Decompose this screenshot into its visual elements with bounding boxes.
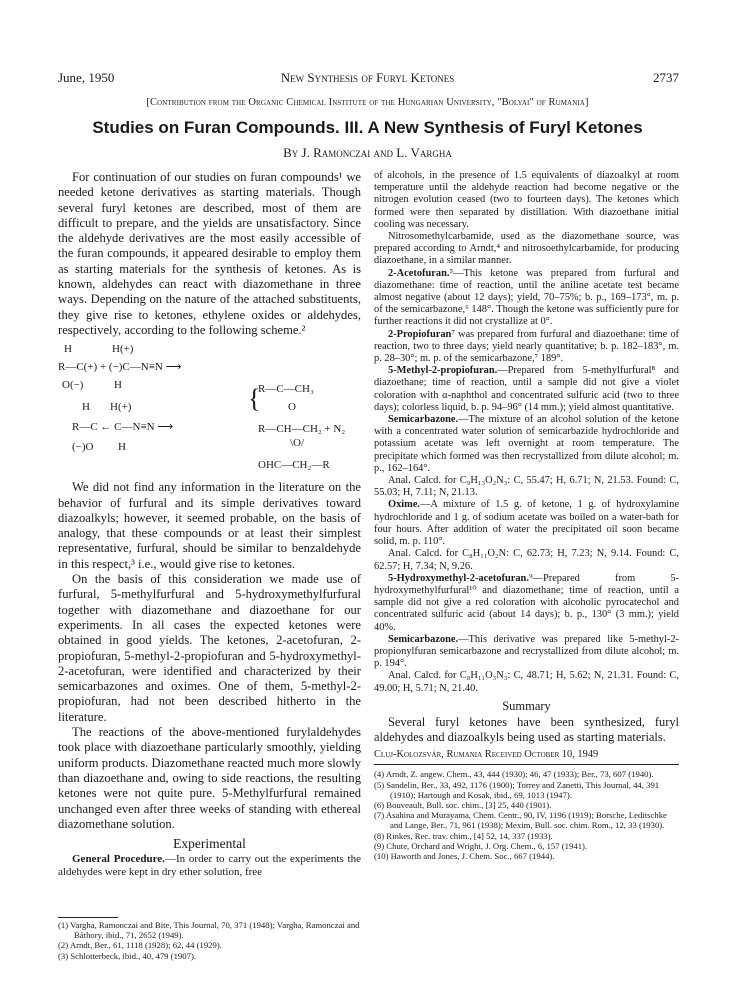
- footnote: (6) Bouveault, Bull. soc. chim., [3] 25, 440 (1901).: [374, 799, 552, 810]
- footnote: (5) Sandelin, Ber., 33, 492, 1176 (1900); Torrey and Zanetti, This Journal, 44, 391 (1910); Hartough and Kosak, ibid., 69, 1013 (1947).: [374, 779, 660, 800]
- footnote: (4) Arndt, Z. angew. Chem., 43, 444 (1930); 46, 47 (1933); Ber., 73, 607 (1940).: [374, 769, 654, 780]
- paragraph-text: ⁵—This ketone was prepared from furfural and diazomethane: time of reaction, until the aniline acetate test became almost negative (about 12 days); yield, 70–75%; b. p., 169–173°, m. p. of the semicarbazone,⁶ 148°. Though the ketone was sufficiently pure for further reactions it did not crystallize at 0°.: [374, 267, 679, 328]
- article-title: Studies on Furan Compounds. III. A New Synthesis of Furyl Ketones: [92, 118, 643, 137]
- paragraph: We did not find any information in the literature on the behavior of furfural and its simple derivatives toward diazoalkyls; however, it seemed probable, on the basis of analogy, that these compounds or at least their simplest representative, furfural, should be similar to benzaldehyde in this respect,³ i.e., would give rise to ketones.: [58, 480, 361, 571]
- section-heading: Experimental: [173, 836, 246, 852]
- footnote: (9) Chute, Orchard and Wright, J. Org. Chem., 6, 157 (1941).: [374, 840, 588, 851]
- right-column: [374, 170, 679, 985]
- footnote: (8) Rinkes, Rec. trav. chim., [4] 52, 14, 337 (1933).: [374, 830, 553, 841]
- reaction-scheme: [58, 342, 361, 478]
- run-in-heading: General Procedure.: [72, 853, 165, 866]
- run-in-heading: 2-Acetofuran.: [388, 267, 450, 279]
- paragraph-text: —A mixture of 1.5 g. of ketone, 1 g. of hydroxylamine hydrochloride and 1 g. of sodium acetate was boiled on a water-bath for four hours. After addition of water the precipitated oil soon became solid, m. p. 110°.: [374, 499, 679, 548]
- running-head-date: June, 1950: [58, 70, 115, 85]
- scheme-text: \O/: [290, 437, 305, 450]
- run-in-heading: Semicarbazone.: [388, 414, 459, 426]
- paragraph: The reactions of the above-mentioned furylaldehydes took place with diazoethane particularly smoothly, yielding uniform products. Diazomethane reacted much more slowly than diazoethane and, owing to side reactions, the resulting ketones were not quite pure. 5-Methylfurfural remained unchanged even after three weeks of standing with ethereal diazomethane solution.: [58, 725, 361, 831]
- paragraph: [374, 414, 679, 475]
- paragraph-text: —In order to carry out the experiments the aldehydes were kept in dry ether solution, free: [58, 853, 361, 879]
- footnotes-left: [58, 920, 363, 961]
- paragraph-text: ⁷ was prepared from furfural and diazoethane: time of reaction, two to three days; yield nearly quantitative; b. p. 182–183°, m. p. 28–30°; m. p. of the semicarbazone,⁷ 189°.: [374, 328, 679, 365]
- contribution-line: [Contribution from the Organic Chemical Institute of the Hungarian University, "Bolyai" of Rumania]: [146, 97, 589, 108]
- paragraph: [374, 573, 679, 634]
- summary-heading: Summary: [502, 698, 551, 713]
- paragraph-text: —The mixture of an alcohol solution of the ketone with a concentrated water solution of semicarbazide hydrochloride and potassium acetate was left overnight at room temperature. The precipitate which formed was then recrystallized from dilute alcohol; m. p., 162–164°.: [374, 414, 679, 474]
- brace: {: [248, 384, 261, 414]
- footnote-rule: [58, 917, 118, 918]
- analysis-line: Anal. Calcd. for C₈H₁₁O₂N: C, 62.73; H, 7.23; N, 9.14. Found: C, 62.57; H, 7.34; N, 9.26.: [374, 548, 679, 572]
- scheme-text: (−)O: [72, 441, 94, 454]
- paragraph: [374, 268, 679, 329]
- scheme-text: R—C(+) + (−)C—N≡N ⟶: [58, 361, 182, 374]
- run-in-heading: Semicarbazone.: [388, 633, 459, 645]
- scheme-text: R—C—CH₃: [258, 383, 314, 396]
- scheme-text: O: [288, 401, 296, 414]
- run-in-heading: 5-Hydroxymethyl-2-acetofuran.: [388, 572, 529, 584]
- page-number: 2737: [653, 70, 679, 85]
- paragraph-text: —Prepared from 5-methylfurfural⁸ and diazoethane; time of reaction, until a sample did not give a violet coloration with α-naphthol and concentrated sulfuric acid (two to three days); colorless liquid, b. p. 94–96° (14 mm.); yield almost quantitative.: [374, 365, 679, 413]
- footnote: (1) Vargha, Ramonczai and Bite, This Journal, 70, 371 (1948); Vargha, Ramonczai and Báthory, ibid., 71, 2652 (1949).: [58, 920, 360, 941]
- footnote: (2) Arndt, Ber., 61, 1118 (1928); 62, 44 (1929).: [58, 940, 222, 951]
- paragraph: [374, 634, 679, 671]
- scheme-text: H(+): [112, 343, 134, 356]
- scheme-text: H: [82, 401, 90, 414]
- paragraph: [374, 329, 679, 366]
- scheme-text: H(+): [110, 401, 132, 414]
- run-in-heading: 2-Propiofuran: [388, 328, 452, 340]
- paragraph: On the basis of this consideration we made use of furfural, 5-methylfurfural and 5-hydroxymethylfurfural together with diazomethane and diazoethane for our experiments. In all cases the expected ketones were obtained in good yields. The ketones, 2-acetofuran, 2-propiofuran, 5-methyl-2-propiofuran and 5-hydroxymethyl-2-acetofuran, were identified and characterized by their semicarbazones and oximes. One of them, 5-methyl-2-propiofuran, had not been described hitherto in the literature.: [58, 572, 361, 724]
- paragraph: [374, 499, 679, 548]
- scheme-text: R—CH—CH₂ + N₂: [258, 423, 346, 436]
- paragraph-text: ⁹—Prepared from 5-hydroxymethylfurfural¹⁰ and diazomethane; time of reaction, until a sample did not give a red coloration with alcoholic pyrocatechol and concentrated sulfuric acid (about 14 days); b. p., 130° (3 mm.); yield 40%.: [374, 572, 679, 633]
- analysis-line: Anal. Calcd. for C₈H₁₁O₃N₃: C, 48.71; H, 5.62; N, 21.31. Found: C, 49.00; H, 5.71; N, 21.40.: [374, 670, 679, 694]
- scheme-text: H: [114, 379, 122, 392]
- left-column: [58, 170, 361, 915]
- paragraph: [58, 853, 361, 879]
- run-in-heading: 5-Methyl-2-propiofuran.: [388, 365, 498, 377]
- authors: By J. Ramonczai and L. Vargha: [283, 145, 452, 160]
- paragraph: Nitrosomethylcarbamide, used as the diazomethane source, was prepared according to Arndt,⁴ and nitrosoethylcarbamide, for producing diazoethane, in a similar manner.: [374, 231, 679, 267]
- scheme-text: O(−): [62, 379, 84, 392]
- footnote: (10) Haworth and Jones, J. Chem. Soc., 667 (1944).: [374, 850, 555, 861]
- footnote: (7) Asahina and Murayama, Chem. Centr., 90, IV, 1196 (1919); Borsche, Leditschke and Lange, Ber., 71, 961 (1938); Mexim, Bull. soc. chim. Rom., 12, 33 (1930).: [374, 810, 667, 831]
- run-in-heading: Oxime.: [388, 499, 421, 511]
- footnote: (3) Schlotterbeck, ibid., 40, 479 (1907).: [58, 950, 197, 961]
- paragraph: For continuation of our studies on furan compounds¹ we needed ketone derivatives as starting materials. Though several furyl ketones are described, most of them are difficult to prepare, and the yields are unsatisfactory. Since the aldehyde derivatives are the most easily accessible of the furan compounds, it appeared desirable to employ them as starting materials for the synthesis of ketones. As is known, aldehydes can react with diazomethane in three ways. Depending on the nature of the attached substituents, they give rise to ketones, ethylene oxides or aldehydes, respectively, according to the following scheme.²: [58, 170, 361, 337]
- paragraph: of alcohols, in the presence of 1.5 equivalents of diazoalkyl at room temperature until the aldehyde reaction had become negative or the nitrogen evolution ceased (two to fourteen days). The ketones which formed were then separated by distillation. With diazoethane initial cooling was necessary.: [374, 170, 679, 230]
- scheme-text: H: [64, 343, 72, 356]
- scheme-text: R—C ← C—N≡N ⟶: [72, 421, 174, 434]
- summary-text: Several furyl ketones have been synthesized, furyl aldehydes and diazoalkyls being used as starting materials.: [374, 714, 679, 744]
- received-line: Cluj-Kolozsvár, Rumania Received October 10, 1949: [374, 749, 679, 765]
- paragraph: [374, 365, 679, 414]
- analysis-line: Anal. Calcd. for C₉H₁₃O₂N₃: C, 55.47; H, 6.71; N, 21.53. Found: C, 55.03; H, 7.11; N, 21.13.: [374, 475, 679, 499]
- footnotes-right: [374, 769, 679, 861]
- scheme-text: H: [118, 441, 126, 454]
- scheme-text: OHC—CH₂—R: [258, 459, 330, 472]
- running-head-title: New Synthesis of Furyl Ketones: [280, 70, 455, 85]
- paragraph-text: —This derivative was prepared like 5-methyl-2-propionylfuran semicarbazone and recrystallized from dilute alcohol; m. p. 194°.: [374, 633, 679, 670]
